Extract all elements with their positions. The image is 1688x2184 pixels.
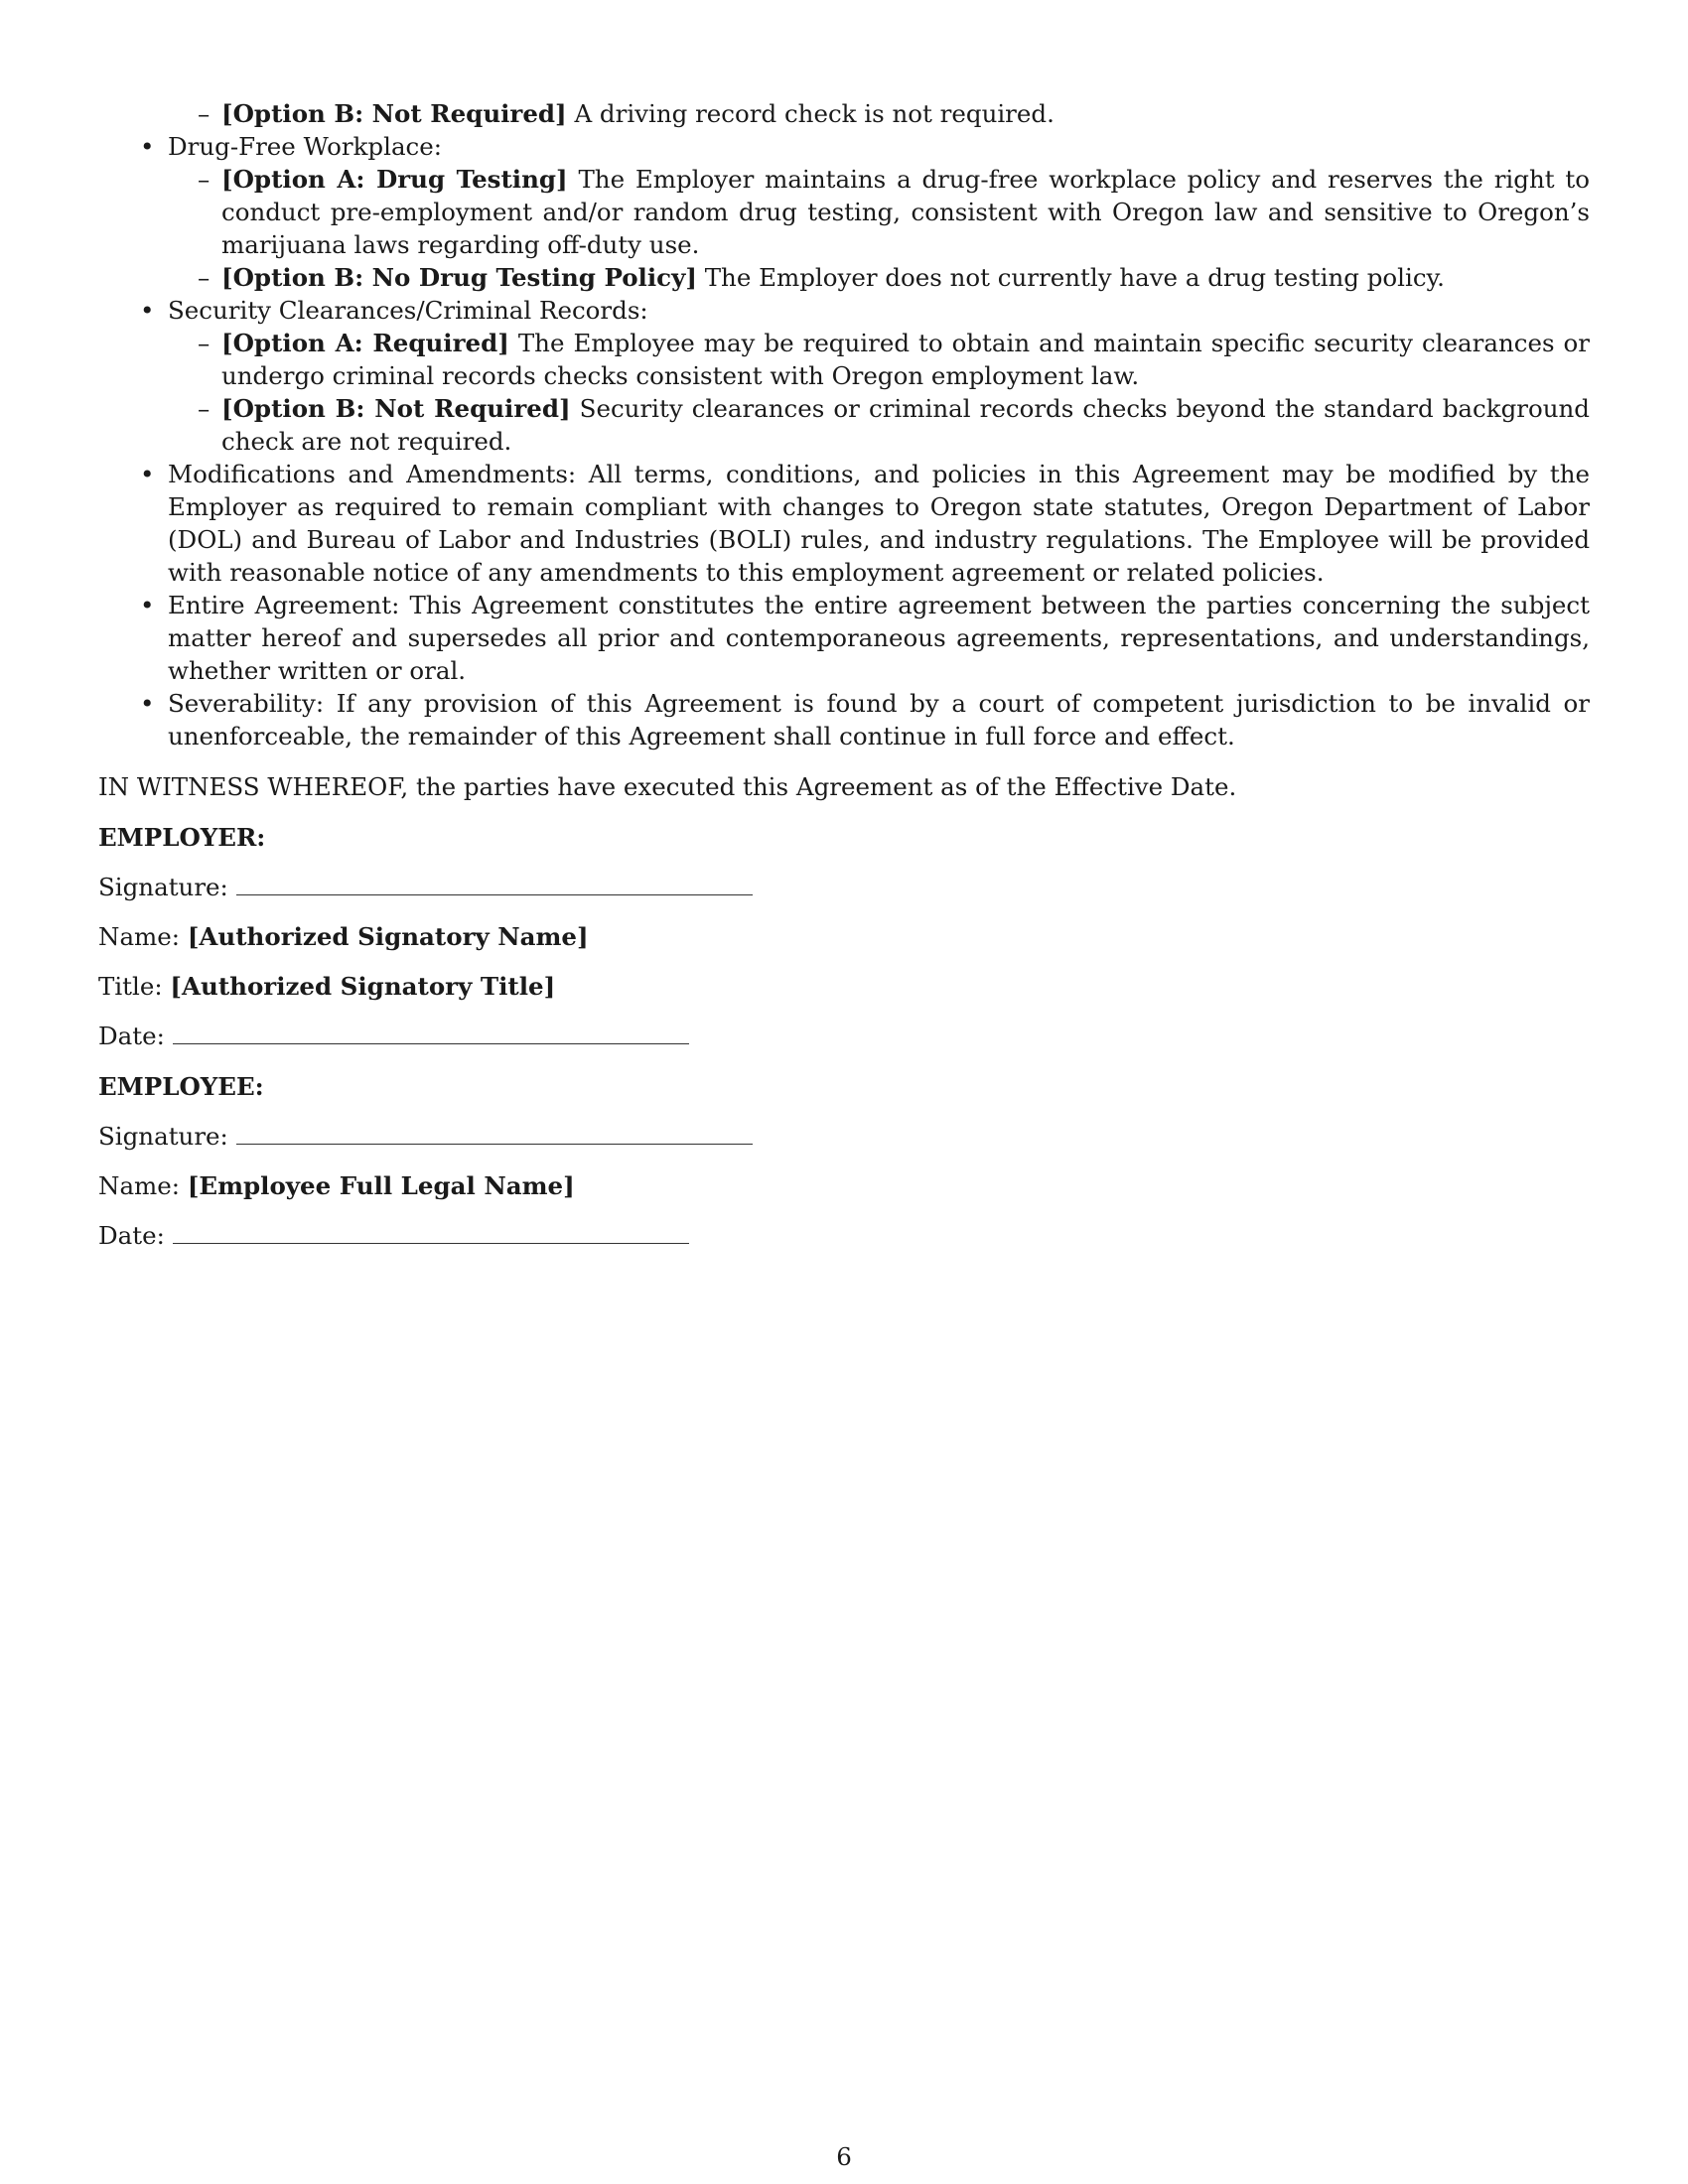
option-text: The Employer does not currently have a drug testing policy.: [704, 263, 1445, 292]
date-label: Date:: [98, 1221, 165, 1250]
dash-marker: –: [198, 99, 211, 128]
driving-option-b: [160, 97, 1590, 130]
employer-name-row: [98, 920, 1590, 953]
employee-signature-row: [98, 1120, 1590, 1153]
list-item-severability: • Severability: If any provision of this Agreement is found by a court of competent jurisdiction to be invalid or unenforceable, the remainder of this Agreement shall continue in full force and effect.: [98, 687, 1590, 752]
document-page: [98, 97, 1590, 1252]
security-option-b: [160, 392, 1590, 458]
security-options: [168, 327, 1590, 458]
signature-label: Signature:: [98, 1122, 228, 1151]
option-label: [Option B: No Drug Testing Policy]: [221, 263, 697, 292]
list-item-modifications: • Modifications and Amendments: All terms, conditions, and policies in this Agreement may be modified by the Employer as required to remain compliant with changes to Oregon state statutes, Oregon Department of Labor (DOL) and Bureau of Labor and Industries (BOLI) rules, and industry regulations. The Employee will be provided with reasonable notice of any amendments to this employment agreement or related policies.: [98, 458, 1590, 589]
option-text: Security clearances or criminal records checks beyond the standard background check are not required.: [221, 394, 1590, 456]
employer-title-value: [Authorized Signatory Title]: [170, 972, 556, 1001]
employee-date-field[interactable]: [173, 1223, 689, 1244]
option-label: [Option B: Not Required]: [221, 99, 567, 128]
drug-option-a: [160, 163, 1590, 261]
date-label: Date:: [98, 1022, 165, 1050]
item-label: Drug-Free Workplace:: [168, 132, 443, 161]
employer-date-field[interactable]: [173, 1024, 689, 1044]
driving-record-options: [98, 97, 1590, 130]
option-text: A driving record check is not required.: [574, 99, 1055, 128]
option-label: [Option A: Drug Testing]: [221, 165, 568, 194]
option-text: The Employer maintains a drug-free workplace policy and reserves the right to conduct pre-employment and/or random drug testing, consistent with Oregon law and sensitive to Oregon’s marijuana laws regarding off-duty use.: [221, 165, 1590, 259]
title-label: Title:: [98, 972, 163, 1001]
employee-heading: EMPLOYEE:: [98, 1072, 264, 1101]
drug-option-b: [160, 261, 1590, 294]
witness-statement: IN WITNESS WHEREOF, the parties have executed this Agreement as of the Effective Date.: [98, 772, 1237, 801]
employer-heading: EMPLOYER:: [98, 823, 266, 852]
employee-name-value: [Employee Full Legal Name]: [187, 1171, 575, 1200]
security-option-a: [160, 327, 1590, 392]
employer-name-value: [Authorized Signatory Name]: [187, 922, 589, 951]
list-item-security: [98, 294, 1590, 458]
employer-date-row: [98, 1020, 1590, 1052]
option-label: [Option A: Required]: [221, 329, 509, 357]
drug-free-options: [168, 163, 1590, 294]
provisions-list: [98, 130, 1590, 752]
dash-marker: –: [198, 329, 211, 357]
option-text: The Employee may be required to obtain and maintain specific security clearances or undergo criminal records checks consistent with Oregon employment law.: [221, 329, 1590, 390]
name-label: Name:: [98, 1171, 181, 1200]
employer-signature-field[interactable]: [236, 875, 753, 895]
list-item-drug-free: [98, 130, 1590, 294]
signature-label: Signature:: [98, 873, 228, 901]
employee-date-row: [98, 1219, 1590, 1252]
item-label: Security Clearances/Criminal Records:: [168, 296, 648, 325]
option-label: [Option B: Not Required]: [221, 394, 571, 423]
page-number: 6: [836, 2142, 852, 2171]
employer-signature-row: [98, 871, 1590, 903]
employee-name-row: [98, 1169, 1590, 1202]
dash-marker: –: [198, 263, 211, 292]
employee-signature-field[interactable]: [236, 1124, 753, 1145]
dash-marker: –: [198, 165, 211, 194]
name-label: Name:: [98, 922, 181, 951]
employer-title-row: [98, 970, 1590, 1003]
dash-marker: –: [198, 394, 211, 423]
list-item-entire-agreement: • Entire Agreement: This Agreement constitutes the entire agreement between the parties concerning the subject matter hereof and supersedes all prior and contemporaneous agreements, representations, and understandings, whether written or oral.: [98, 589, 1590, 687]
